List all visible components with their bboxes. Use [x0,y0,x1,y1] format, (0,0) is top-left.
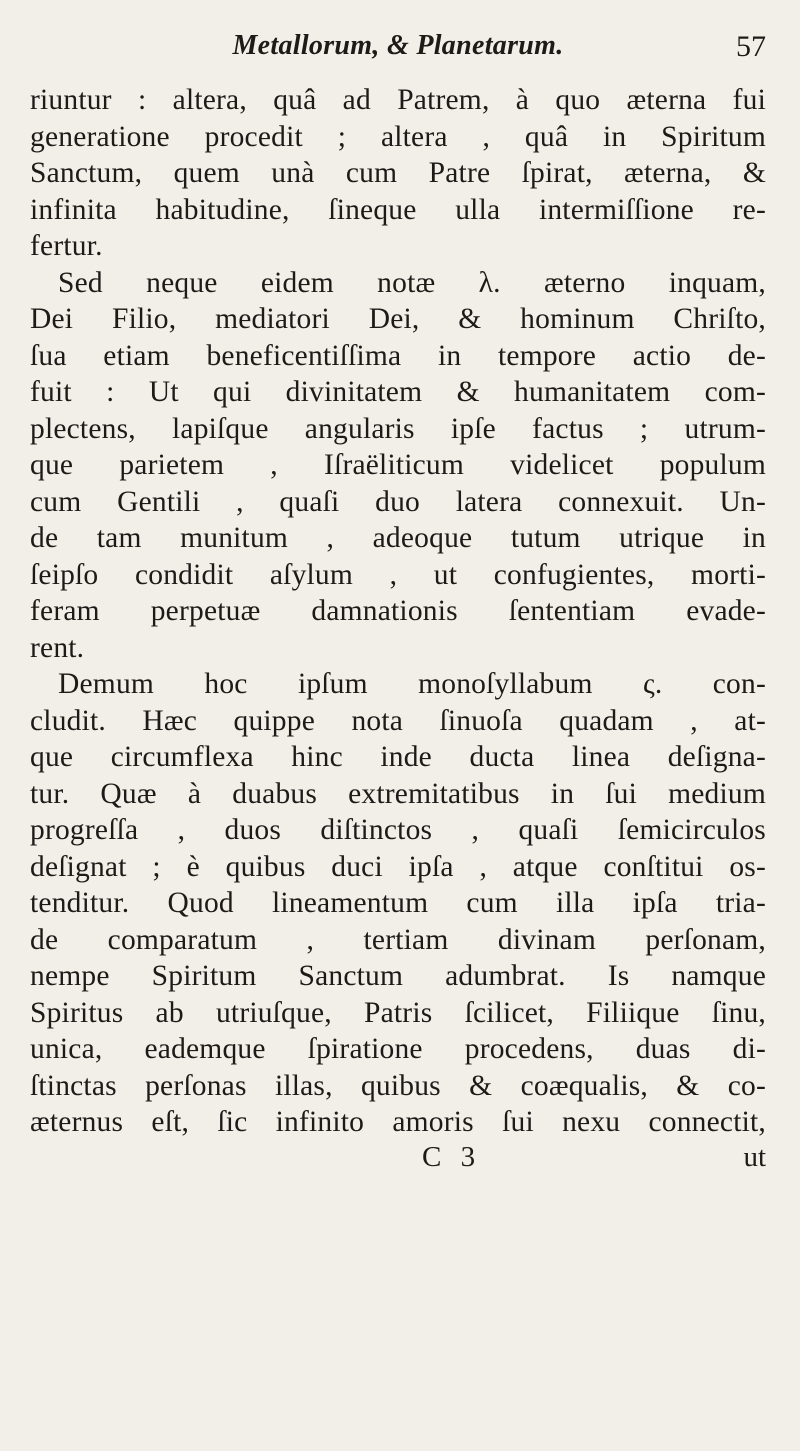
text-line: ſua etiam beneficentiſſima in tempore actio de- [30,339,766,372]
text-line: tenditur. Quod lineamentum cum illa ipſa tria- [30,887,766,919]
text-line: æternus eſt, ſic infinito amoris ſui nexu connectit, [30,1106,766,1138]
body-text [30,82,766,1141]
catchword: ut [743,1140,766,1173]
text-line: rent. [30,631,85,664]
text-line: generatione procedit ; altera , quâ in Spiritum [30,120,766,153]
text-line: de tam munitum , adeoque tutum utrique in [30,522,766,554]
text-line: que circumflexa hinc inde ducta linea deſigna- [30,741,766,773]
text-line: cludit. Hæc quippe nota ſinuoſa quadam , at- [30,704,766,737]
text-line: fertur. [30,230,103,262]
text-line: progreſſa , duos diſtinctos , quaſi ſemicirculos [30,814,766,846]
signature-mark: C 3 [422,1140,482,1173]
text-line: infinita habitudine, ſineque ulla intermiſſione re- [30,193,766,226]
text-line: riuntur : altera, quâ ad Patrem, à quo æterna fui [30,84,766,116]
text-line: tur. Quæ à duabus extremitatibus in ſui medium [30,777,766,810]
text-line: Spiritus ab utriuſque, Patris ſcilicet, Filiique ſinu, [30,996,766,1029]
page-header [30,30,766,82]
text-line: plectens, lapiſque angularis ipſe factus ; utrum- [30,412,766,445]
text-line: Sanctum, quem unà cum Patre ſpirat, æterna, & [30,157,766,189]
text-line: ſtinctas perſonas illas, quibus & coæqualis, & co- [30,1069,766,1102]
running-title: Metallorum, & Planetarum. [232,30,564,61]
text-line: que parietem , Iſraëliticum videlicet populum [30,449,766,481]
text-line: fuit : Ut qui divinitatem & humanitatem com- [30,376,766,408]
text-line: cum Gentili , quaſi duo latera connexuit. Un- [30,485,766,518]
text-line: Dei Filio, mediatori Dei, & hominum Chriſto, [30,303,766,335]
text-line: feram perpetuæ damnationis ſententiam evade- [30,595,766,627]
text-line: unica, eademque ſpiratione procedens, duas di- [30,1033,766,1065]
page-number: 57 [736,30,766,63]
text-line: deſignat ; è quibus duci ipſa , atque conſtitui os- [30,850,766,883]
text-line: Sed neque eidem notæ λ. æterno inquam, [58,266,766,299]
text-line: Demum hoc ipſum monoſyllabum ς. con- [58,668,766,700]
page-footer [30,1141,766,1181]
text-line: de comparatum , tertiam divinam perſonam, [30,923,766,956]
text-line: ſeipſo condidit aſylum , ut confugientes, morti- [30,558,766,591]
text-line: nempe Spiritum Sanctum adumbrat. Is namque [30,960,766,992]
